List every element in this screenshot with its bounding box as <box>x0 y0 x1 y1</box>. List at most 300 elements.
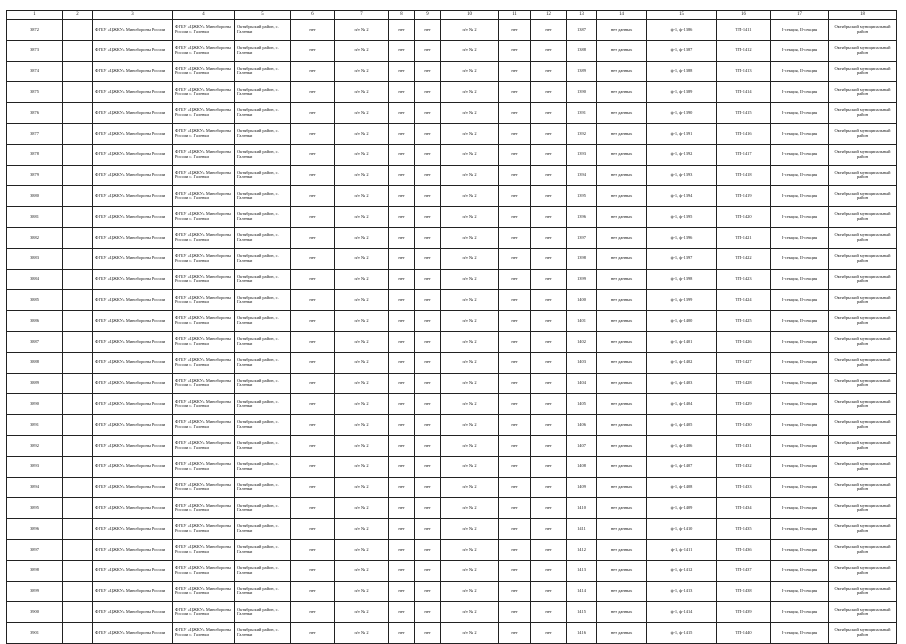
inventory-cell: п/т № 2 <box>335 20 389 41</box>
row-number: 3893 <box>7 456 63 477</box>
municipality-cell: Октябрьский муниципальный район <box>829 186 897 207</box>
flag-cell: нет <box>415 311 441 332</box>
flag-cell: нет <box>531 290 567 311</box>
flag-cell: нет <box>415 227 441 248</box>
district-cell: Октябрьский район, с. Галенки <box>235 123 291 144</box>
inventory-cell: п/т № 2 <box>441 186 499 207</box>
flag-cell: нет <box>415 373 441 394</box>
municipality-cell: Октябрьский муниципальный район <box>829 144 897 165</box>
flag-cell: нет <box>389 103 415 124</box>
organization-place-cell: ФГБУ «ЦЖКУ» Минобороны России с. Галенки <box>173 456 235 477</box>
row-number: 3887 <box>7 331 63 352</box>
column-header: 5 <box>235 11 291 20</box>
record-number-cell: 1408 <box>567 456 597 477</box>
organization-cell: ФГБУ «ЦЖКУ» Минобороны России <box>93 186 173 207</box>
substation-cell: ТП-1421 <box>717 227 771 248</box>
flag-cell: нет <box>531 415 567 436</box>
table-row <box>7 103 897 124</box>
flag-cell: нет <box>499 602 531 623</box>
district-cell: Октябрьский район, с. Галенки <box>235 82 291 103</box>
feeder-cell: ф-1, ф-1414 <box>647 602 717 623</box>
record-number-cell: 1404 <box>567 373 597 394</box>
feeder-cell: ф-1, ф-1396 <box>647 227 717 248</box>
table-row <box>7 519 897 540</box>
empty-cell <box>63 290 93 311</box>
sections-cell: I-секция, II-секция <box>771 207 829 228</box>
flag-cell: нет <box>531 82 567 103</box>
flag-cell: нет <box>531 539 567 560</box>
register-table <box>6 10 897 644</box>
empty-cell <box>63 123 93 144</box>
empty-cell <box>63 373 93 394</box>
organization-cell: ФГБУ «ЦЖКУ» Минобороны России <box>93 456 173 477</box>
organization-cell: ФГБУ «ЦЖКУ» Минобороны России <box>93 373 173 394</box>
feeder-cell: ф-1, ф-1386 <box>647 20 717 41</box>
inventory-cell: п/т № 2 <box>441 331 499 352</box>
record-number-cell: 1390 <box>567 82 597 103</box>
table-row <box>7 290 897 311</box>
sections-cell: I-секция, II-секция <box>771 435 829 456</box>
column-header: 13 <box>567 11 597 20</box>
flag-cell: нет <box>415 602 441 623</box>
municipality-cell: Октябрьский муниципальный район <box>829 103 897 124</box>
municipality-cell: Октябрьский муниципальный район <box>829 40 897 61</box>
inventory-cell: п/т № 2 <box>335 560 389 581</box>
flag-cell: нет <box>415 207 441 228</box>
feeder-cell: ф-1, ф-1392 <box>647 144 717 165</box>
record-number-cell: 1401 <box>567 311 597 332</box>
no-data-cell: нет данных <box>597 290 647 311</box>
municipality-cell: Октябрьский муниципальный район <box>829 623 897 644</box>
municipality-cell: Октябрьский муниципальный район <box>829 539 897 560</box>
flag-cell: нет <box>415 539 441 560</box>
table-row <box>7 144 897 165</box>
flag-cell: нет <box>415 61 441 82</box>
row-number: 3892 <box>7 435 63 456</box>
flag-cell: нет <box>531 269 567 290</box>
flag-cell: нет <box>291 248 335 269</box>
municipality-cell: Октябрьский муниципальный район <box>829 352 897 373</box>
flag-cell: нет <box>389 82 415 103</box>
flag-cell: нет <box>499 519 531 540</box>
flag-cell: нет <box>389 602 415 623</box>
municipality-cell: Октябрьский муниципальный район <box>829 331 897 352</box>
organization-cell: ФГБУ «ЦЖКУ» Минобороны России <box>93 144 173 165</box>
organization-cell: ФГБУ «ЦЖКУ» Минобороны России <box>93 123 173 144</box>
inventory-cell: п/т № 2 <box>441 82 499 103</box>
no-data-cell: нет данных <box>597 40 647 61</box>
feeder-cell: ф-1, ф-1388 <box>647 61 717 82</box>
flag-cell: нет <box>291 269 335 290</box>
municipality-cell: Октябрьский муниципальный район <box>829 498 897 519</box>
inventory-cell: п/т № 2 <box>335 186 389 207</box>
no-data-cell: нет данных <box>597 248 647 269</box>
inventory-cell: п/т № 2 <box>335 415 389 436</box>
row-number: 3885 <box>7 290 63 311</box>
empty-cell <box>63 477 93 498</box>
organization-cell: ФГБУ «ЦЖКУ» Минобороны России <box>93 415 173 436</box>
district-cell: Октябрьский район, с. Галенки <box>235 560 291 581</box>
inventory-cell: п/т № 2 <box>335 623 389 644</box>
organization-place-cell: ФГБУ «ЦЖКУ» Минобороны России с. Галенки <box>173 248 235 269</box>
row-number: 3874 <box>7 61 63 82</box>
organization-cell: ФГБУ «ЦЖКУ» Минобороны России <box>93 20 173 41</box>
inventory-cell: п/т № 2 <box>335 477 389 498</box>
empty-cell <box>63 20 93 41</box>
inventory-cell: п/т № 2 <box>441 477 499 498</box>
flag-cell: нет <box>389 144 415 165</box>
table-row <box>7 40 897 61</box>
record-number-cell: 1394 <box>567 165 597 186</box>
substation-cell: ТП-1428 <box>717 373 771 394</box>
flag-cell: нет <box>291 373 335 394</box>
row-number: 3875 <box>7 82 63 103</box>
row-number: 3882 <box>7 227 63 248</box>
flag-cell: нет <box>499 373 531 394</box>
sections-cell: I-секция, II-секция <box>771 539 829 560</box>
municipality-cell: Октябрьский муниципальный район <box>829 227 897 248</box>
flag-cell: нет <box>291 311 335 332</box>
flag-cell: нет <box>531 373 567 394</box>
flag-cell: нет <box>531 207 567 228</box>
sections-cell: I-секция, II-секция <box>771 20 829 41</box>
row-number: 3884 <box>7 269 63 290</box>
empty-cell <box>63 623 93 644</box>
empty-cell <box>63 40 93 61</box>
column-header: 17 <box>771 11 829 20</box>
row-number: 3898 <box>7 560 63 581</box>
sections-cell: I-секция, II-секция <box>771 477 829 498</box>
flag-cell: нет <box>499 352 531 373</box>
record-number-cell: 1407 <box>567 435 597 456</box>
feeder-cell: ф-1, ф-1393 <box>647 165 717 186</box>
sections-cell: I-секция, II-секция <box>771 144 829 165</box>
organization-cell: ФГБУ «ЦЖКУ» Минобороны России <box>93 581 173 602</box>
no-data-cell: нет данных <box>597 352 647 373</box>
feeder-cell: ф-1, ф-1397 <box>647 248 717 269</box>
record-number-cell: 1416 <box>567 623 597 644</box>
table-row <box>7 331 897 352</box>
inventory-cell: п/т № 2 <box>441 40 499 61</box>
table-row <box>7 186 897 207</box>
flag-cell: нет <box>291 227 335 248</box>
district-cell: Октябрьский район, с. Галенки <box>235 435 291 456</box>
substation-cell: ТП-1437 <box>717 560 771 581</box>
flag-cell: нет <box>499 560 531 581</box>
record-number-cell: 1391 <box>567 103 597 124</box>
inventory-cell: п/т № 2 <box>335 352 389 373</box>
municipality-cell: Октябрьский муниципальный район <box>829 82 897 103</box>
inventory-cell: п/т № 2 <box>335 581 389 602</box>
flag-cell: нет <box>291 602 335 623</box>
flag-cell: нет <box>415 352 441 373</box>
flag-cell: нет <box>389 415 415 436</box>
no-data-cell: нет данных <box>597 415 647 436</box>
inventory-cell: п/т № 2 <box>335 269 389 290</box>
sections-cell: I-секция, II-секция <box>771 394 829 415</box>
substation-cell: ТП-1429 <box>717 394 771 415</box>
no-data-cell: нет данных <box>597 456 647 477</box>
organization-place-cell: ФГБУ «ЦЖКУ» Минобороны России с. Галенки <box>173 40 235 61</box>
organization-cell: ФГБУ «ЦЖКУ» Минобороны России <box>93 477 173 498</box>
flag-cell: нет <box>415 248 441 269</box>
inventory-cell: п/т № 2 <box>335 165 389 186</box>
municipality-cell: Октябрьский муниципальный район <box>829 290 897 311</box>
flag-cell: нет <box>415 331 441 352</box>
substation-cell: ТП-1431 <box>717 435 771 456</box>
table-row <box>7 602 897 623</box>
sections-cell: I-секция, II-секция <box>771 415 829 436</box>
flag-cell: нет <box>415 144 441 165</box>
empty-cell <box>63 103 93 124</box>
district-cell: Октябрьский район, с. Галенки <box>235 227 291 248</box>
sections-cell: I-секция, II-секция <box>771 352 829 373</box>
flag-cell: нет <box>291 123 335 144</box>
column-header: 4 <box>173 11 235 20</box>
sections-cell: I-секция, II-секция <box>771 123 829 144</box>
organization-place-cell: ФГБУ «ЦЖКУ» Минобороны России с. Галенки <box>173 581 235 602</box>
substation-cell: ТП-1430 <box>717 415 771 436</box>
no-data-cell: нет данных <box>597 560 647 581</box>
flag-cell: нет <box>389 352 415 373</box>
flag-cell: нет <box>499 103 531 124</box>
no-data-cell: нет данных <box>597 61 647 82</box>
sections-cell: I-секция, II-секция <box>771 165 829 186</box>
empty-cell <box>63 519 93 540</box>
organization-place-cell: ФГБУ «ЦЖКУ» Минобороны России с. Галенки <box>173 123 235 144</box>
inventory-cell: п/т № 2 <box>335 61 389 82</box>
flag-cell: нет <box>291 165 335 186</box>
municipality-cell: Октябрьский муниципальный район <box>829 61 897 82</box>
inventory-cell: п/т № 2 <box>441 456 499 477</box>
empty-cell <box>63 207 93 228</box>
organization-cell: ФГБУ «ЦЖКУ» Минобороны России <box>93 435 173 456</box>
sections-cell: I-секция, II-секция <box>771 311 829 332</box>
no-data-cell: нет данных <box>597 435 647 456</box>
flag-cell: нет <box>499 477 531 498</box>
organization-cell: ФГБУ «ЦЖКУ» Минобороны России <box>93 61 173 82</box>
organization-cell: ФГБУ «ЦЖКУ» Минобороны России <box>93 227 173 248</box>
organization-place-cell: ФГБУ «ЦЖКУ» Минобороны России с. Галенки <box>173 61 235 82</box>
table-row <box>7 82 897 103</box>
record-number-cell: 1396 <box>567 207 597 228</box>
empty-cell <box>63 311 93 332</box>
row-number: 3895 <box>7 498 63 519</box>
feeder-cell: ф-1, ф-1406 <box>647 435 717 456</box>
row-number: 3901 <box>7 623 63 644</box>
flag-cell: нет <box>531 435 567 456</box>
municipality-cell: Октябрьский муниципальный район <box>829 435 897 456</box>
municipality-cell: Октябрьский муниципальный район <box>829 269 897 290</box>
district-cell: Октябрьский район, с. Галенки <box>235 290 291 311</box>
record-number-cell: 1388 <box>567 40 597 61</box>
record-number-cell: 1399 <box>567 269 597 290</box>
flag-cell: нет <box>531 186 567 207</box>
substation-cell: ТП-1424 <box>717 290 771 311</box>
flag-cell: нет <box>415 82 441 103</box>
flag-cell: нет <box>389 165 415 186</box>
flag-cell: нет <box>291 20 335 41</box>
table-row <box>7 623 897 644</box>
inventory-cell: п/т № 2 <box>335 207 389 228</box>
no-data-cell: нет данных <box>597 311 647 332</box>
substation-cell: ТП-1422 <box>717 248 771 269</box>
flag-cell: нет <box>389 61 415 82</box>
flag-cell: нет <box>531 477 567 498</box>
flag-cell: нет <box>531 352 567 373</box>
flag-cell: нет <box>531 581 567 602</box>
flag-cell: нет <box>499 269 531 290</box>
no-data-cell: нет данных <box>597 186 647 207</box>
row-number: 3879 <box>7 165 63 186</box>
flag-cell: нет <box>291 103 335 124</box>
flag-cell: нет <box>499 581 531 602</box>
flag-cell: нет <box>291 207 335 228</box>
district-cell: Октябрьский район, с. Галенки <box>235 165 291 186</box>
sections-cell: I-секция, II-секция <box>771 456 829 477</box>
no-data-cell: нет данных <box>597 373 647 394</box>
no-data-cell: нет данных <box>597 539 647 560</box>
sections-cell: I-секция, II-секция <box>771 560 829 581</box>
district-cell: Октябрьский район, с. Галенки <box>235 498 291 519</box>
empty-cell <box>63 331 93 352</box>
flag-cell: нет <box>291 498 335 519</box>
flag-cell: нет <box>389 20 415 41</box>
table-row <box>7 477 897 498</box>
inventory-cell: п/т № 2 <box>335 311 389 332</box>
empty-cell <box>63 352 93 373</box>
substation-cell: ТП-1433 <box>717 477 771 498</box>
inventory-cell: п/т № 2 <box>441 539 499 560</box>
flag-cell: нет <box>415 623 441 644</box>
row-number: 3888 <box>7 352 63 373</box>
flag-cell: нет <box>415 20 441 41</box>
district-cell: Октябрьский район, с. Галенки <box>235 207 291 228</box>
flag-cell: нет <box>415 519 441 540</box>
table-row <box>7 435 897 456</box>
inventory-cell: п/т № 2 <box>335 227 389 248</box>
row-number: 3897 <box>7 539 63 560</box>
column-header: 3 <box>93 11 173 20</box>
flag-cell: нет <box>389 498 415 519</box>
no-data-cell: нет данных <box>597 207 647 228</box>
organization-cell: ФГБУ «ЦЖКУ» Минобороны России <box>93 352 173 373</box>
inventory-cell: п/т № 2 <box>441 311 499 332</box>
substation-cell: ТП-1426 <box>717 331 771 352</box>
flag-cell: нет <box>389 435 415 456</box>
record-number-cell: 1406 <box>567 415 597 436</box>
inventory-cell: п/т № 2 <box>441 498 499 519</box>
municipality-cell: Октябрьский муниципальный район <box>829 311 897 332</box>
municipality-cell: Октябрьский муниципальный район <box>829 123 897 144</box>
sections-cell: I-секция, II-секция <box>771 82 829 103</box>
table-row <box>7 227 897 248</box>
flag-cell: нет <box>415 290 441 311</box>
flag-cell: нет <box>531 61 567 82</box>
substation-cell: ТП-1412 <box>717 40 771 61</box>
feeder-cell: ф-1, ф-1387 <box>647 40 717 61</box>
substation-cell: ТП-1435 <box>717 519 771 540</box>
organization-place-cell: ФГБУ «ЦЖКУ» Минобороны России с. Галенки <box>173 82 235 103</box>
row-number: 3889 <box>7 373 63 394</box>
sections-cell: I-секция, II-секция <box>771 331 829 352</box>
table-row <box>7 394 897 415</box>
flag-cell: нет <box>415 456 441 477</box>
flag-cell: нет <box>291 560 335 581</box>
no-data-cell: нет данных <box>597 103 647 124</box>
inventory-cell: п/т № 2 <box>441 144 499 165</box>
flag-cell: нет <box>499 415 531 436</box>
record-number-cell: 1413 <box>567 560 597 581</box>
inventory-cell: п/т № 2 <box>441 123 499 144</box>
row-number: 3899 <box>7 581 63 602</box>
organization-cell: ФГБУ «ЦЖКУ» Минобороны России <box>93 40 173 61</box>
feeder-cell: ф-1, ф-1411 <box>647 539 717 560</box>
inventory-cell: п/т № 2 <box>335 123 389 144</box>
column-header: 10 <box>441 11 499 20</box>
flag-cell: нет <box>415 103 441 124</box>
flag-cell: нет <box>389 623 415 644</box>
municipality-cell: Октябрьский муниципальный район <box>829 560 897 581</box>
municipality-cell: Октябрьский муниципальный район <box>829 20 897 41</box>
flag-cell: нет <box>291 290 335 311</box>
flag-cell: нет <box>531 602 567 623</box>
table-row <box>7 248 897 269</box>
substation-cell: ТП-1414 <box>717 82 771 103</box>
flag-cell: нет <box>415 498 441 519</box>
flag-cell: нет <box>291 456 335 477</box>
flag-cell: нет <box>291 331 335 352</box>
feeder-cell: ф-1, ф-1394 <box>647 186 717 207</box>
municipality-cell: Октябрьский муниципальный район <box>829 602 897 623</box>
district-cell: Октябрьский район, с. Галенки <box>235 352 291 373</box>
flag-cell: нет <box>291 61 335 82</box>
inventory-cell: п/т № 2 <box>335 456 389 477</box>
district-cell: Октябрьский район, с. Галенки <box>235 623 291 644</box>
district-cell: Октябрьский район, с. Галенки <box>235 311 291 332</box>
flag-cell: нет <box>389 581 415 602</box>
column-header: 14 <box>597 11 647 20</box>
flag-cell: нет <box>499 248 531 269</box>
organization-cell: ФГБУ «ЦЖКУ» Минобороны России <box>93 394 173 415</box>
substation-cell: ТП-1420 <box>717 207 771 228</box>
row-number: 3873 <box>7 40 63 61</box>
inventory-cell: п/т № 2 <box>441 61 499 82</box>
column-header: 6 <box>291 11 335 20</box>
sections-cell: I-секция, II-секция <box>771 248 829 269</box>
flag-cell: нет <box>531 248 567 269</box>
organization-place-cell: ФГБУ «ЦЖКУ» Минобороны России с. Галенки <box>173 519 235 540</box>
flag-cell: нет <box>531 623 567 644</box>
inventory-cell: п/т № 2 <box>335 331 389 352</box>
inventory-cell: п/т № 2 <box>441 269 499 290</box>
row-number: 3894 <box>7 477 63 498</box>
empty-cell <box>63 186 93 207</box>
row-number: 3890 <box>7 394 63 415</box>
flag-cell: нет <box>291 394 335 415</box>
empty-cell <box>63 415 93 436</box>
row-number: 3880 <box>7 186 63 207</box>
inventory-cell: п/т № 2 <box>335 290 389 311</box>
flag-cell: нет <box>531 331 567 352</box>
flag-cell: нет <box>389 477 415 498</box>
feeder-cell: ф-1, ф-1407 <box>647 456 717 477</box>
municipality-cell: Октябрьский муниципальный район <box>829 456 897 477</box>
feeder-cell: ф-1, ф-1408 <box>647 477 717 498</box>
flag-cell: нет <box>415 435 441 456</box>
empty-cell <box>63 498 93 519</box>
substation-cell: ТП-1425 <box>717 311 771 332</box>
